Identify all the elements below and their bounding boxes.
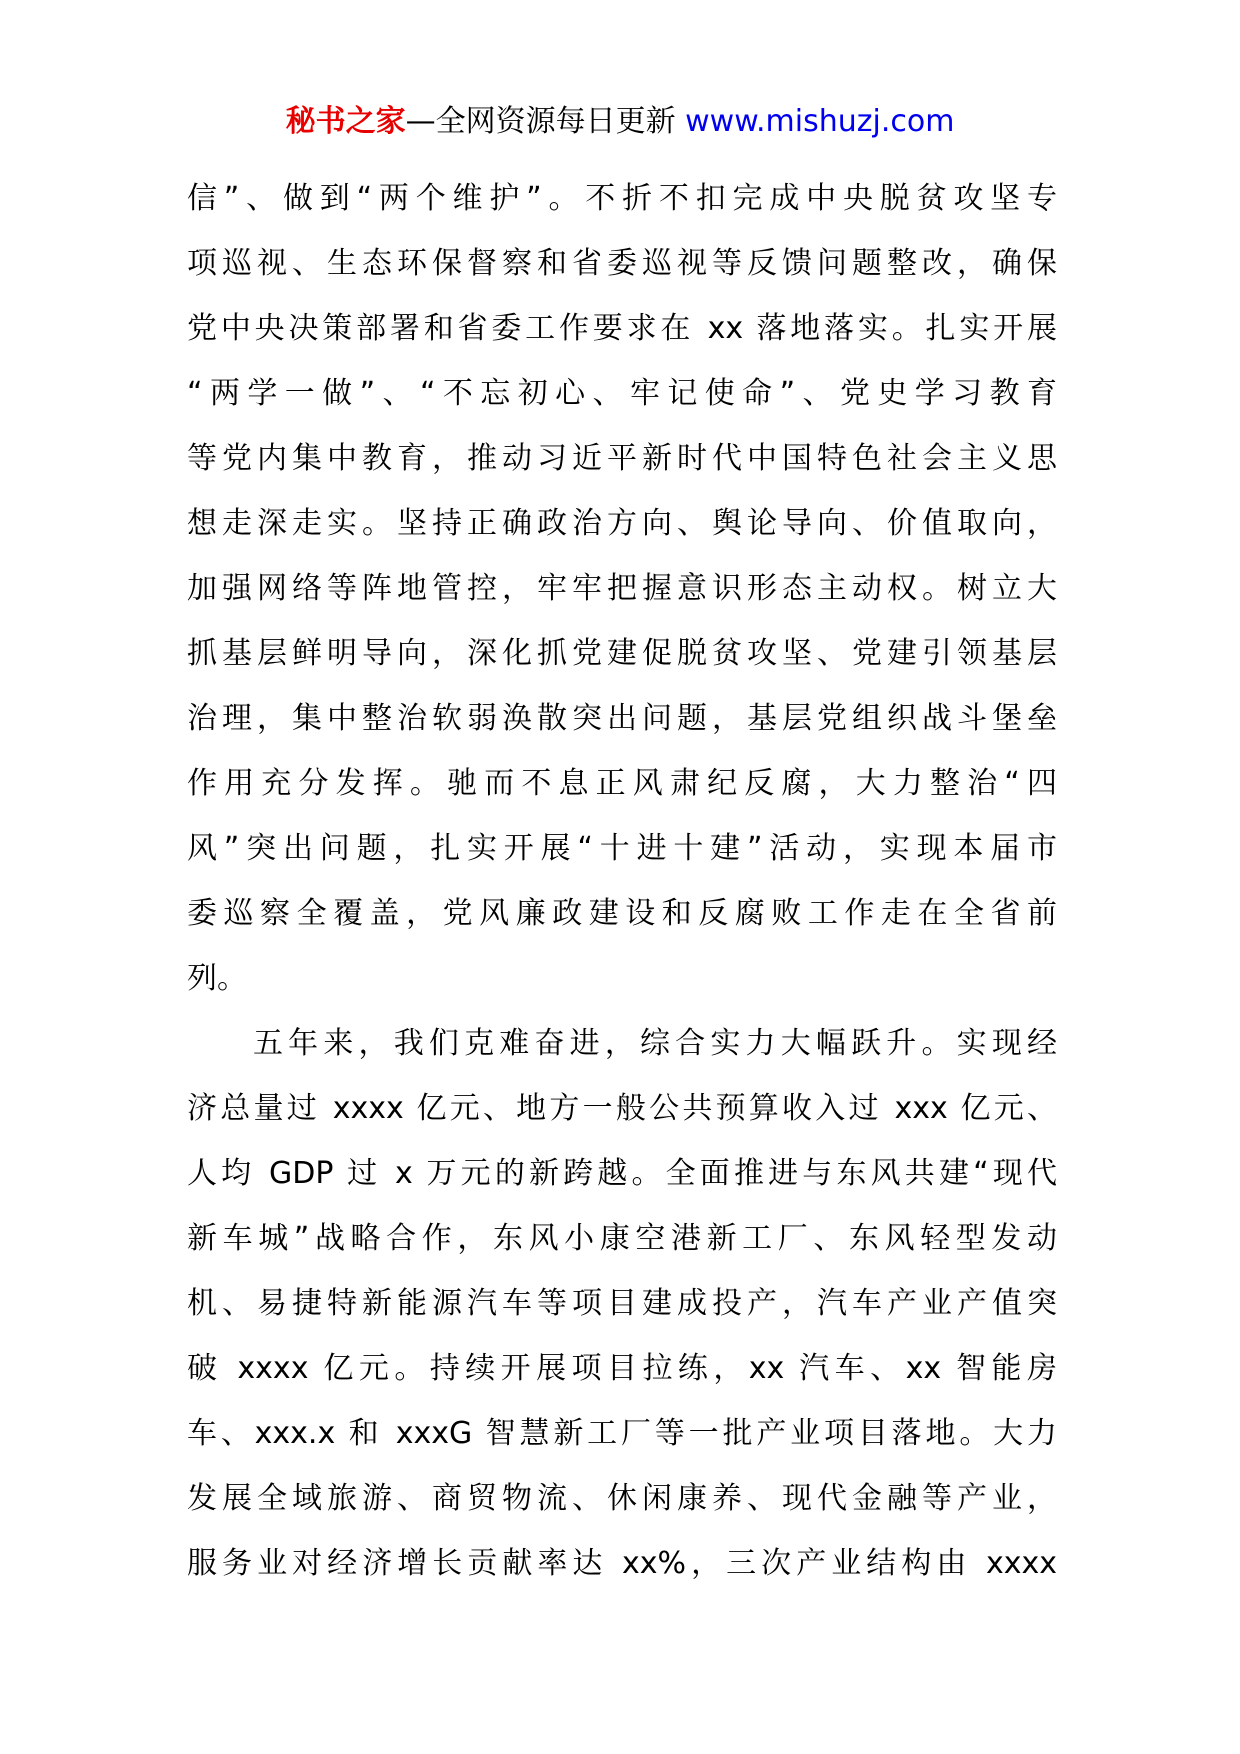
header-tagline: —全网资源每日更新: [405, 104, 676, 139]
site-header: [0, 100, 1240, 144]
text-line: 发展全域旅游、商贸物流、休闲康养、现代金融等产业，: [187, 1481, 1057, 1516]
text-line: 服务业对经济增长贡献率达 xx%，三次产业结构由 xxxx: [187, 1546, 1057, 1581]
text-line: 项巡视、生态环保督察和省委巡视等反馈问题整改，确保: [187, 246, 1057, 281]
text-line: 党中央决策部署和省委工作要求在 xx 落地落实。扎实开展: [187, 311, 1057, 346]
text-line: 等党内集中教育，推动习近平新时代中国特色社会主义思: [187, 441, 1057, 476]
text-line: 机、易捷特新能源汽车等项目建成投产，汽车产业产值突: [187, 1286, 1057, 1321]
text-line: 治理，集中整治软弱涣散突出问题，基层党组织战斗堡垒: [187, 701, 1057, 736]
site-url-link[interactable]: www.mishuzj.com: [685, 104, 955, 139]
text-line: 风”突出问题，扎实开展“十进十建”活动，实现本届市: [187, 831, 1057, 866]
document-body: [187, 166, 1057, 1596]
text-line: 作用充分发挥。驰而不息正风肃纪反腐，大力整治“四: [187, 766, 1057, 801]
text-line: 人均 GDP 过 x 万元的新跨越。全面推进与东风共建“现代: [187, 1156, 1057, 1191]
text-line: 济总量过 xxxx 亿元、地方一般公共预算收入过 xxx 亿元、: [187, 1091, 1057, 1126]
brand-name: 秘书之家: [285, 104, 406, 139]
text-line: 车、xxx.x 和 xxxG 智慧新工厂等一批产业项目落地。大力: [187, 1416, 1057, 1451]
text-line: 新车城”战略合作，东风小康空港新工厂、东风轻型发动: [187, 1221, 1057, 1256]
text-line: 信”、做到“两个维护”。不折不扣完成中央脱贫攻坚专: [187, 181, 1057, 216]
text-line: “两学一做”、“不忘初心、牢记使命”、党史学习教育: [187, 376, 1057, 411]
text-line: 想走深走实。坚持正确政治方向、舆论导向、价值取向，: [187, 506, 1057, 541]
text-line: 加强网络等阵地管控，牢牢把握意识形态主动权。树立大: [187, 571, 1057, 606]
text-line: 委巡察全覆盖，党风廉政建设和反腐败工作走在全省前: [187, 896, 1057, 931]
text-line: 破 xxxx 亿元。持续开展项目拉练，xx 汽车、xx 智能房: [187, 1351, 1057, 1386]
paragraph-start-line: 五年来，我们克难奋进，综合实力大幅跃升。实现经: [253, 1026, 1057, 1061]
paragraph-end-line: 列。: [187, 961, 247, 996]
text-line: 抓基层鲜明导向，深化抓党建促脱贫攻坚、党建引领基层: [187, 636, 1057, 671]
